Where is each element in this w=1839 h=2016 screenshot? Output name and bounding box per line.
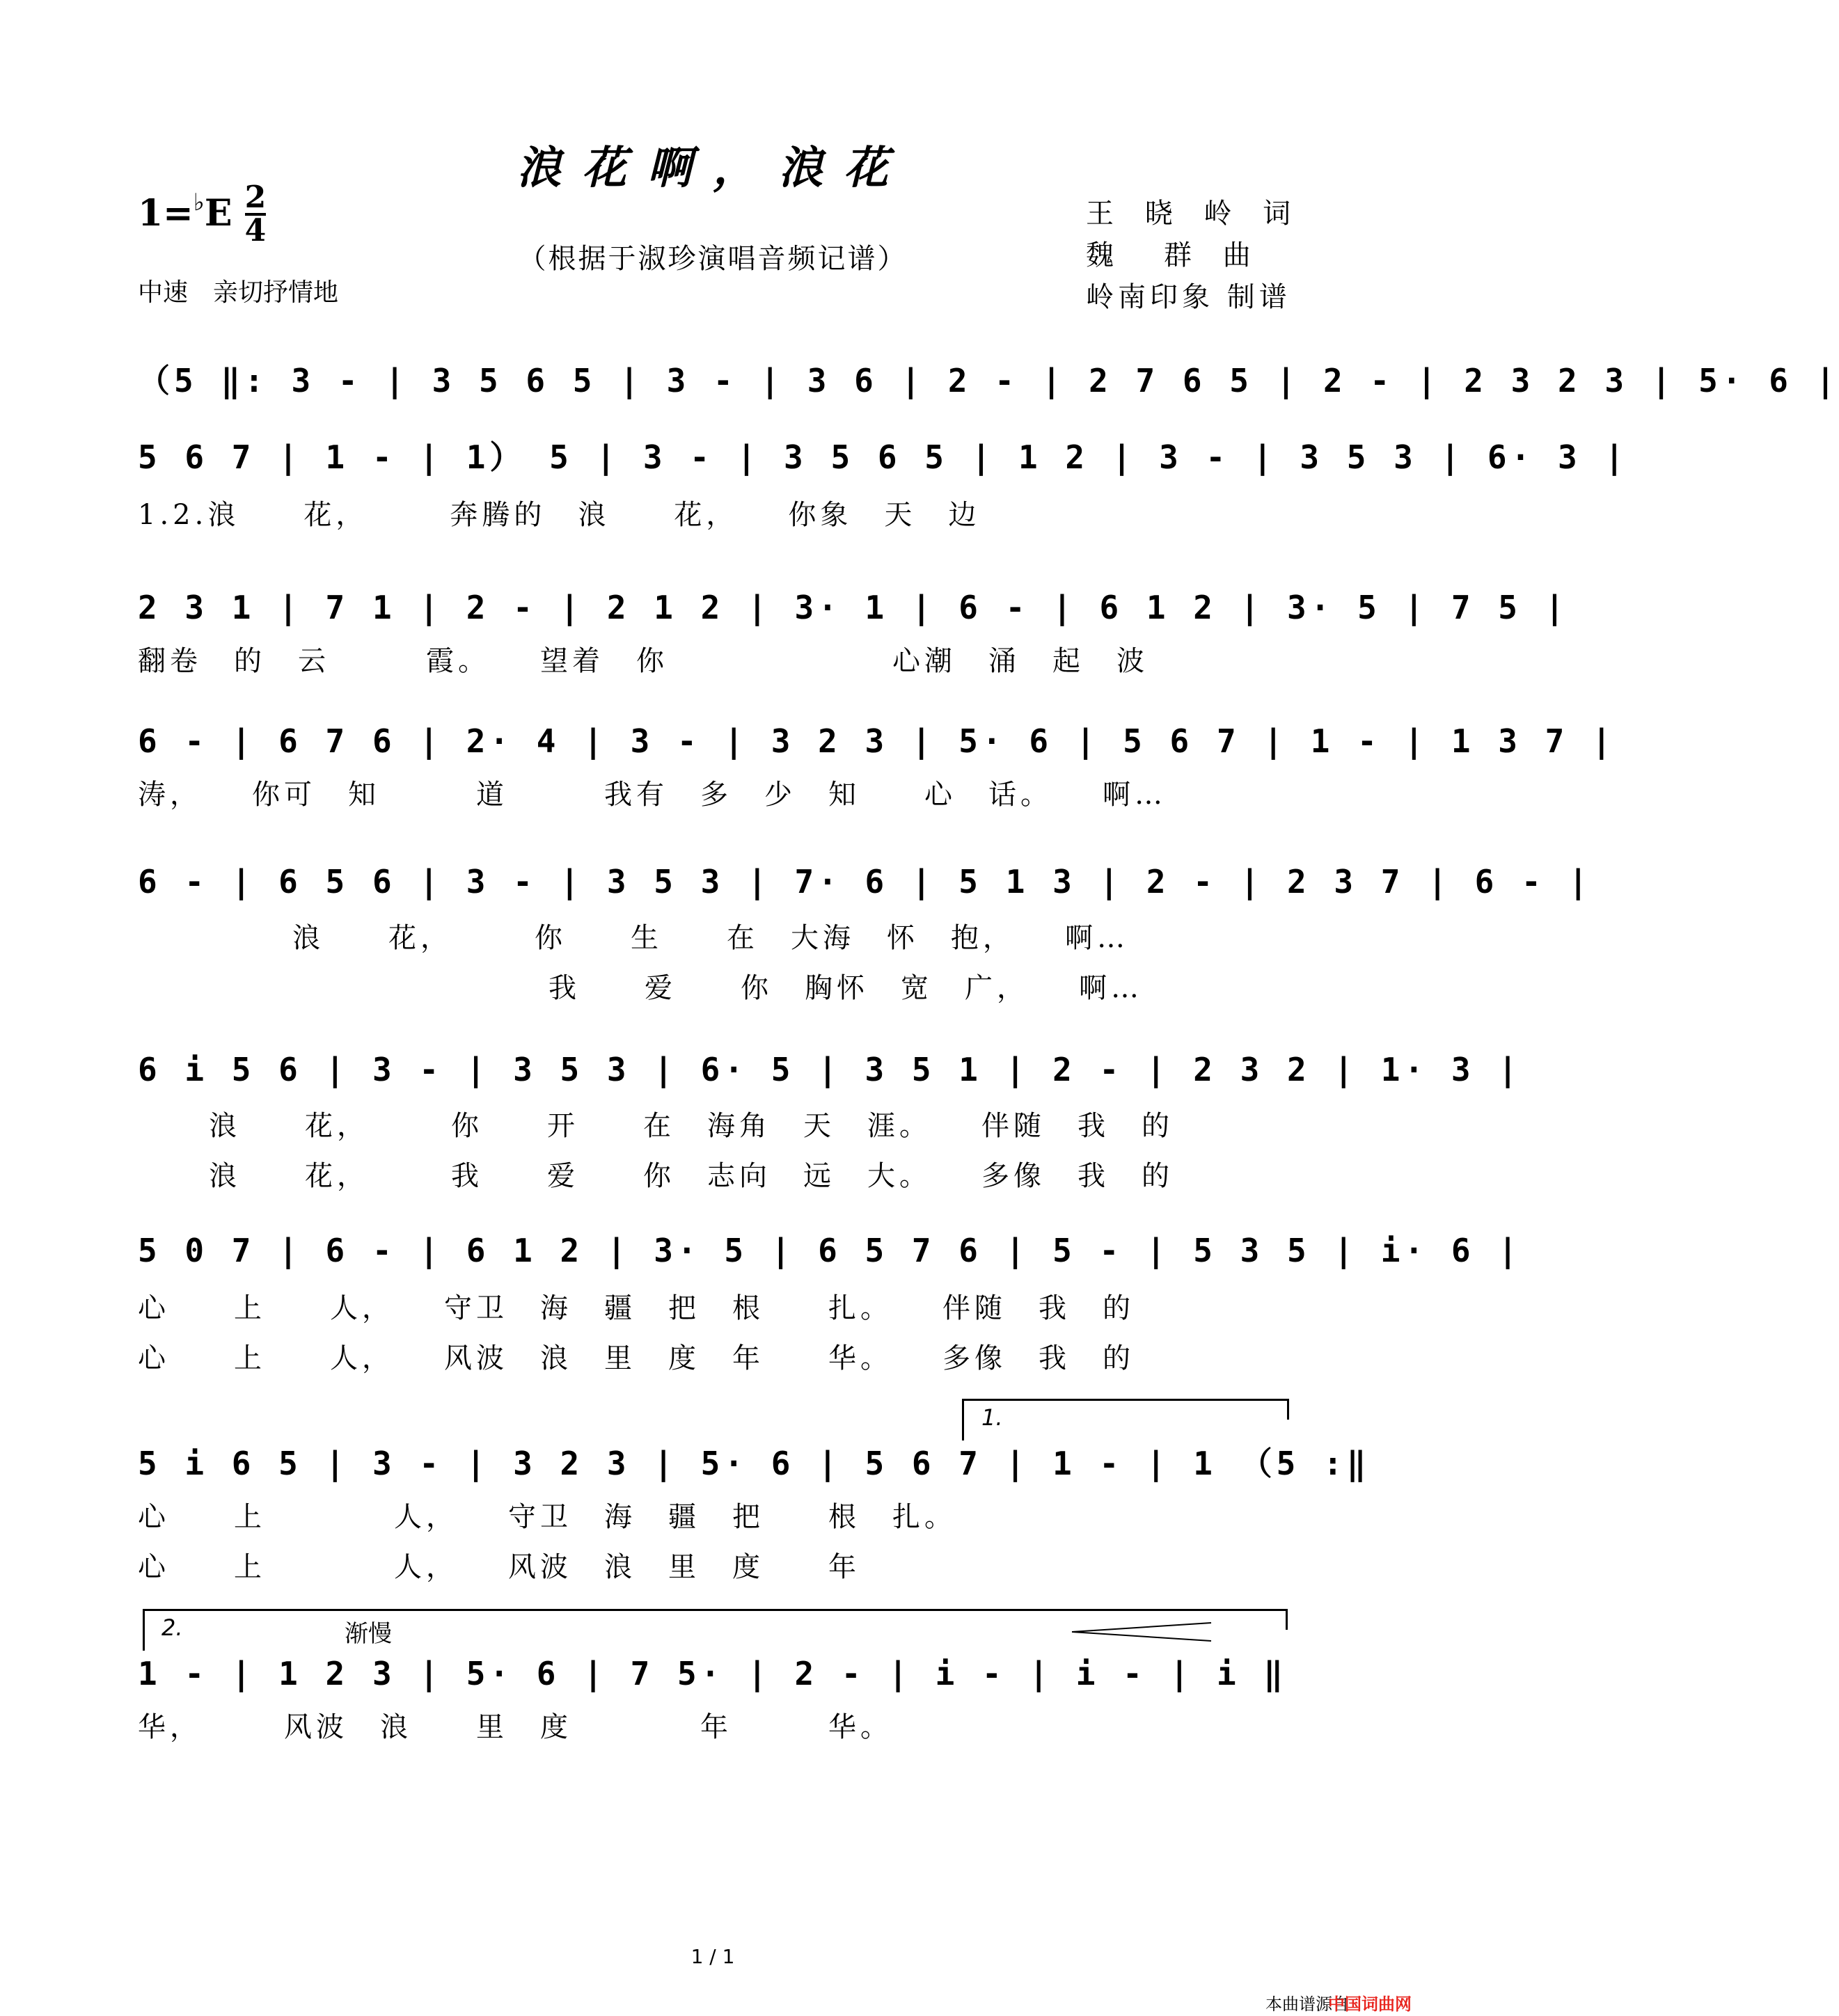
subtitle: （根据于淑珍演唱音频记谱） — [518, 243, 908, 275]
staff-line-2: 5 6 7 | 1 - | 1） 5 | 3 - | 3 5 6 5 | 1 2 | 3 - | 3 5 3 | 6· 3 | — [138, 438, 1629, 476]
hairpin-upper — [1072, 1623, 1211, 1632]
composer-credit: 魏 群 曲 — [1086, 239, 1262, 271]
lyric-line: 我 爱 你 胸怀 宽 广， 啊… — [292, 972, 1143, 1004]
volta-bracket-edge — [143, 1609, 145, 1651]
lyric-line: 华， 风波 浪 里 度 年 华。 — [138, 1711, 892, 1743]
lyric-line: 涛， 你可 知 道 我有 多 少 知 心 话。 啊… — [138, 779, 1167, 811]
key-prefix: 1= — [138, 192, 194, 235]
lyric-line: 心 上 人， 守卫 海 疆 把 根 扎。 — [138, 1501, 956, 1533]
lyric-line: 浪 花， 我 爱 你 志向 远 大。 多像 我 的 — [209, 1160, 1174, 1192]
ritardando-marking: 渐慢 — [345, 1620, 392, 1648]
staff-line-9: 1 - | 1 2 3 | 5· 6 | 7 5· | 2 - | i - | i - | i ‖ — [138, 1655, 1288, 1692]
staff-line-6: 6 i 5 6 | 3 - | 3 5 3 | 6· 5 | 3 5 1 | 2 - | 2 3 2 | 1· 3 | — [138, 1051, 1522, 1088]
staff-line-1: （5 ‖: 3 - | 3 5 6 5 | 3 - | 3 6 | 2 - | 2 7 6 5 | 2 - | 2 3 2 3 | 5· 6 | — [138, 362, 1839, 399]
volta-bracket — [962, 1399, 1289, 1401]
tempo-marking: 中速 亲切抒情地 — [138, 278, 339, 307]
hairpin-lower — [1072, 1632, 1211, 1641]
page-number: 1 / 1 — [690, 1945, 735, 1968]
key-name: E — [204, 192, 232, 235]
staff-line-4: 6 - | 6 7 6 | 2· 4 | 3 - | 3 2 3 | 5· 6 | 5 6 7 | 1 - | 1 3 7 | — [138, 722, 1616, 760]
meter-bottom: 4 — [244, 213, 267, 248]
source-site-logo: 中国词曲网 — [1328, 1994, 1412, 2014]
meter-top: 2 — [244, 180, 267, 215]
staff-line-8: 5 i 6 5 | 3 - | 3 2 3 | 5· 6 | 5 6 7 | 1 - | 1 （5 :‖ — [138, 1445, 1371, 1482]
staff-line-5: 6 - | 6 5 6 | 3 - | 3 5 3 | 7· 6 | 5 1 3 | 2 - | 2 3 7 | 6 - | — [138, 863, 1593, 900]
lyric-line: 心 上 人， 守卫 海 疆 把 根 扎。 伴随 我 的 — [138, 1292, 1135, 1324]
source-label: 本曲谱源自 — [1265, 1994, 1349, 2014]
flat-sign: ♭ — [193, 189, 205, 216]
staff-line-7: 5 0 7 | 6 - | 6 1 2 | 3· 5 | 6 5 7 6 | 5 - | 5 3 5 | i· 6 | — [138, 1232, 1522, 1269]
volta-label: 2. — [161, 1614, 183, 1641]
lyricist-credit: 王 晓 岭 词 — [1086, 198, 1302, 230]
decrescendo-hairpin — [1072, 1621, 1211, 1642]
volta-bracket-edge — [1286, 1609, 1288, 1630]
volta-bracket-edge — [962, 1399, 964, 1440]
lyric-line: 心 上 人， 风波 浪 里 度 年 华。 多像 我 的 — [138, 1342, 1135, 1374]
lyric-line: 浪 花， 你 开 在 海角 天 涯。 伴随 我 的 — [209, 1110, 1174, 1142]
volta-label: 1. — [981, 1404, 1003, 1431]
staff-line-3: 2 3 1 | 7 1 | 2 - | 2 1 2 | 3· 1 | 6 - | 6 1 2 | 3· 5 | 7 5 | — [138, 589, 1569, 626]
lyric-line: 浪 花， 你 生 在 大海 怀 抱， 啊… — [292, 922, 1129, 954]
score-title: 浪花啊，浪花 — [516, 142, 909, 194]
arranger-credit: 岭南印象 制谱 — [1086, 281, 1291, 313]
volta-bracket-edge — [1287, 1399, 1289, 1420]
volta-bracket — [143, 1609, 1288, 1611]
lyric-line: 翻卷 的 云 霞。 望着 你 心潮 涌 起 波 — [138, 645, 1149, 677]
lyric-line: 心 上 人， 风波 浪 里 度 年 — [138, 1551, 860, 1583]
lyric-line: 1.2.浪 花， 奔腾的 浪 花， 你象 天 边 — [138, 499, 981, 531]
